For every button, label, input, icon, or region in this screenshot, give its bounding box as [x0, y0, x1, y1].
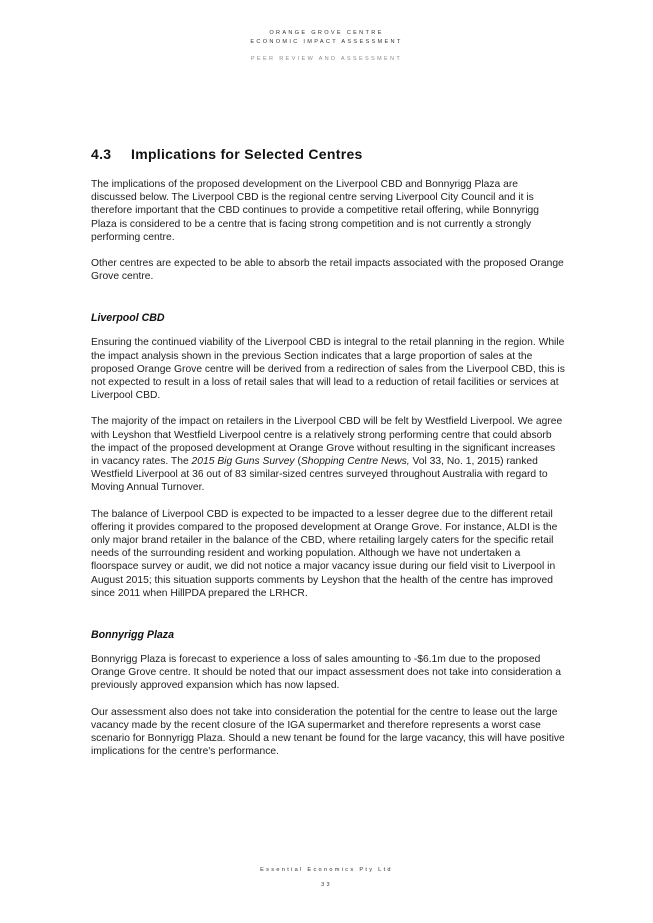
publication-title: Shopping Centre News,: [300, 456, 410, 468]
intro-paragraph-2: Other centres are expected to be able to absorb the retail impacts associated with the proposed Orange Grove centre.: [91, 258, 564, 283]
footer-company: Essential Economics Pty Ltd: [260, 867, 393, 873]
subheading-liverpool-cbd: Liverpool CBD: [91, 312, 165, 325]
subheading-bonnyrigg-plaza: Bonnyrigg Plaza: [91, 629, 174, 642]
section-title: Implications for Selected Centres: [131, 146, 363, 162]
page-number: 33: [321, 882, 332, 888]
main-content: [91, 146, 565, 759]
liverpool-paragraph-1: Ensuring the continued viability of the Liverpool CBD is integral to the retail planning in the region. While the impact analysis shown in the previous Section indicates that a large proportion of sales at the proposed Orange Grove centre will be derived from a redirection of sales from the Liverpool CBD, this is not expected to result in a loss of retail sales that will lead to a reduction of retail facilities or services at Liverpool CBD.: [91, 337, 565, 402]
intro-paragraph-1: The implications of the proposed development on the Liverpool CBD and Bonnyrigg Plaza are discussed below. The Liverpool CBD is the regional centre serving Liverpool City Council and it is therefore important that the CBD continues to provide a competitive retail offering, while Bonnyrigg Plaza is considered to be a centre that is facing strong competition and is not currently a strongly performing centre.: [91, 179, 539, 243]
header-subheading: PEER REVIEW AND ASSESSMENT: [250, 56, 403, 62]
header-subtitle: ECONOMIC IMPACT ASSESSMENT: [250, 39, 403, 45]
bonnyrigg-paragraph-1: Bonnyrigg Plaza is forecast to experience a loss of sales amounting to -$6.1m due to the proposed Orange Grove centre. It should be noted that our impact assessment does not take into consideration a previously approved expansion which has now lapsed.: [91, 654, 561, 692]
survey-title: 2015 Big Guns Survey: [191, 456, 295, 468]
liverpool-paragraph-2: The majority of the impact on retailers in the Liverpool CBD will be felt by Westfield Liverpool. We agree with Leyshon that Westfield Liverpool centre is a relatively strong performing centre that could absorb the impact of the proposed development at Orange Grove without resulting in the significant increases in vacancy rates. The 2015 Big Guns Survey (Shopping Centre News, Vol 33, No. 1, 2015) ranked Westfield Liverpool at 36 out of 83 similar-sized centres surveyed throughout Australia with regard to Moving Annual Turnover.: [91, 416, 563, 494]
section-heading: [91, 146, 565, 162]
section-number: 4.3: [91, 146, 112, 162]
bonnyrigg-paragraph-2: Our assessment also does not take into consideration the potential for the centre to lease out the large vacancy made by the recent closure of the IGA supermarket and therefore represents a worst case scenario for Bonnyrigg Plaza. Should a new tenant be found for the large vacancy, this will have positive implications for the centre's performance.: [91, 706, 565, 758]
liverpool-paragraph-3: The balance of Liverpool CBD is expected to be impacted to a lesser degree due to the different retail offering it provides compared to the proposed development at Orange Grove. For instance, ALDI is the only major brand retailer in the balance of the CBD, where retailing largely caters for the specific retail needs of the surrounding resident and working population. Although we have not undertaken a floorspace survey or audit, we did not notice a major vacancy issue during our field visit to Liverpool in August 2015; this situation supports comments by Leyshon that the health of the centre has improved since 2011 when HillPDA prepared the LRHCR.: [91, 508, 558, 599]
header-title: ORANGE GROVE CENTRE: [269, 30, 384, 36]
